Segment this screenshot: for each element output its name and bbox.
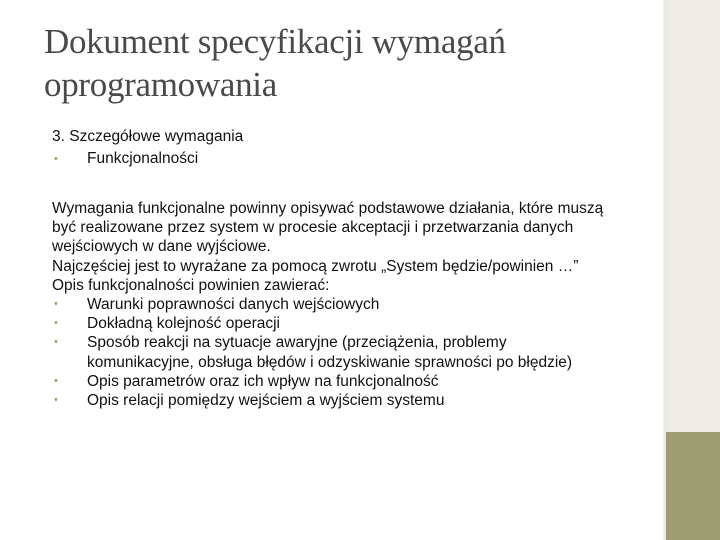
list-item-text: Dokładną kolejność operacji — [87, 315, 281, 333]
list-item — [52, 295, 612, 314]
section-heading: 3. Szczegółowe wymagania — [52, 128, 244, 145]
slide-body — [52, 199, 612, 410]
paragraph-phrase: Najczęściej jest to wyrażane za pomocą zwrotu „System będzie/powinien …” — [52, 257, 579, 275]
slide-title: Dokument specyfikacji wymagań oprogramowania — [44, 22, 506, 104]
side-stripe-accent — [666, 432, 720, 540]
section-sub-item — [52, 148, 612, 170]
bullet-icon: • — [54, 336, 58, 349]
paragraph-description-intro: Opis funkcjonalności powinien zawierać: — [52, 276, 330, 294]
bullet-icon: • — [54, 394, 58, 407]
list-item-text: Opis relacji pomiędzy wejściem a wyjściem systemu — [87, 392, 445, 410]
bullet-icon: • — [54, 317, 58, 330]
bullet-icon: • — [54, 374, 58, 387]
section-header — [52, 126, 612, 170]
list-item — [52, 314, 612, 333]
paragraph-functional-requirements: Wymagania funkcjonalne powinny opisywać podstawowe działania, które muszą być realizowane przez system w procesie akceptacji i przetwarzania danych wejściowych w dane wyjściowe. — [52, 200, 604, 256]
list-item — [52, 333, 612, 371]
list-item-text: Opis parametrów oraz ich wpływ na funkcjonalność — [87, 372, 439, 390]
list-item — [52, 372, 612, 391]
bullet-icon: • — [54, 153, 58, 165]
list-item-text: Sposób reakcji na sytuacje awaryjne (przeciążenia, problemy komunikacyjne, obsługa błędów i odzyskiwanie sprawności po błędzie) — [87, 334, 573, 371]
section-sub-label: Funkcjonalności — [87, 150, 199, 167]
list-item — [52, 391, 612, 410]
bullet-icon: • — [54, 298, 58, 311]
list-item-text: Warunki poprawności danych wejściowych — [87, 296, 380, 314]
